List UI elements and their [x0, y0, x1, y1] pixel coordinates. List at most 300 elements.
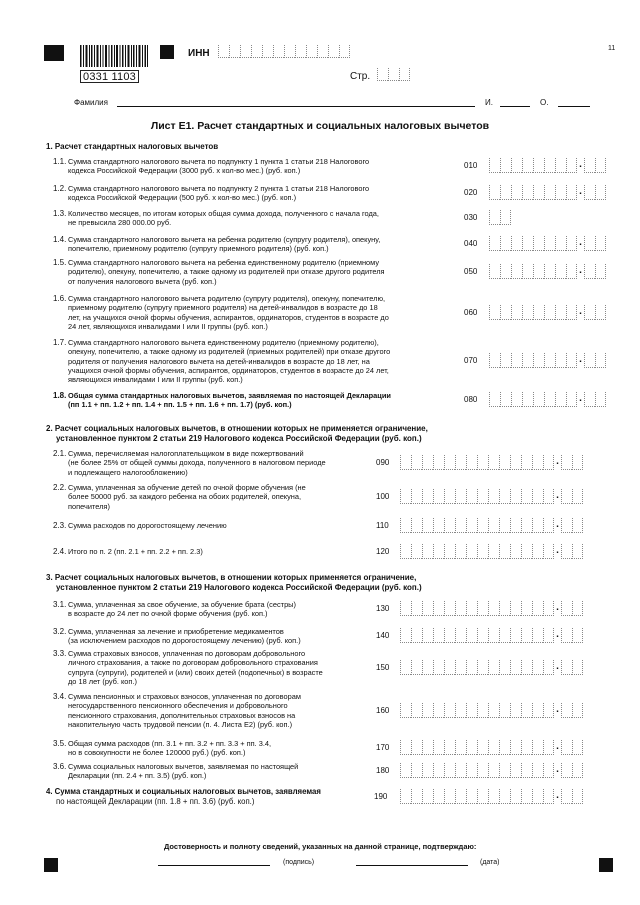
input-cell[interactable] [411, 740, 422, 755]
input-cell[interactable] [433, 763, 444, 778]
input-cell[interactable] [377, 68, 388, 81]
input-cell[interactable] [477, 660, 488, 675]
input-cell[interactable] [521, 544, 532, 559]
input-cell[interactable] [532, 789, 543, 804]
input-cell[interactable] [433, 518, 444, 533]
input-cell[interactable] [544, 264, 555, 279]
amount-field-060[interactable] [489, 305, 606, 320]
input-cell[interactable] [572, 789, 583, 804]
input-cell[interactable] [400, 518, 411, 533]
input-cell[interactable] [532, 518, 543, 533]
input-cell[interactable] [572, 628, 583, 643]
input-cell[interactable] [511, 185, 522, 200]
item-number: 2.2. [53, 483, 67, 492]
input-cell[interactable] [544, 392, 555, 407]
input-cell[interactable] [584, 305, 595, 320]
input-cell[interactable] [422, 455, 433, 470]
input-cell[interactable] [555, 392, 566, 407]
input-cell[interactable] [521, 763, 532, 778]
input-cell[interactable] [521, 660, 532, 675]
input-cell[interactable] [522, 305, 533, 320]
input-cell[interactable] [543, 628, 554, 643]
input-cell[interactable] [561, 740, 572, 755]
input-cell[interactable] [488, 628, 499, 643]
input-cell[interactable] [595, 353, 606, 368]
input-cell[interactable] [510, 660, 521, 675]
input-cell[interactable] [499, 740, 510, 755]
input-cell[interactable] [411, 660, 422, 675]
page-number-field[interactable] [377, 68, 410, 81]
input-cell[interactable] [422, 601, 433, 616]
input-cell[interactable] [317, 45, 328, 58]
input-cell[interactable] [533, 305, 544, 320]
input-cell[interactable] [595, 185, 606, 200]
input-cell[interactable] [499, 601, 510, 616]
input-cell[interactable] [477, 601, 488, 616]
input-cell[interactable] [328, 45, 339, 58]
item-description: но в совокупности не более 120000 руб.) (руб. коп.) [68, 748, 246, 758]
input-cell[interactable] [511, 236, 522, 251]
input-cell[interactable] [532, 489, 543, 504]
input-cell[interactable] [262, 45, 273, 58]
input-cell[interactable] [466, 703, 477, 718]
input-cell[interactable] [522, 392, 533, 407]
input-cell[interactable] [466, 544, 477, 559]
input-cell[interactable] [543, 763, 554, 778]
input-cell[interactable] [510, 703, 521, 718]
input-cell[interactable] [572, 518, 583, 533]
input-cell[interactable] [561, 518, 572, 533]
input-cell[interactable] [466, 601, 477, 616]
input-cell[interactable] [572, 601, 583, 616]
input-cell[interactable] [566, 264, 577, 279]
input-cell[interactable] [511, 353, 522, 368]
input-cell[interactable] [543, 518, 554, 533]
input-cell[interactable] [489, 353, 500, 368]
input-cell[interactable] [488, 601, 499, 616]
amount-field-160[interactable] [400, 703, 583, 718]
input-cell[interactable] [532, 703, 543, 718]
input-cell[interactable] [444, 455, 455, 470]
amount-field-020[interactable] [489, 185, 606, 200]
input-cell[interactable] [433, 455, 444, 470]
input-cell[interactable] [400, 703, 411, 718]
input-cell[interactable] [500, 392, 511, 407]
input-cell[interactable] [566, 392, 577, 407]
input-cell[interactable] [543, 455, 554, 470]
input-cell[interactable] [522, 158, 533, 173]
input-cell[interactable] [532, 740, 543, 755]
amount-field-040[interactable] [489, 236, 606, 251]
input-cell[interactable] [543, 740, 554, 755]
input-cell[interactable] [218, 45, 229, 58]
input-cell[interactable] [400, 660, 411, 675]
input-cell[interactable] [499, 489, 510, 504]
input-cell[interactable] [433, 628, 444, 643]
input-cell[interactable] [488, 518, 499, 533]
input-cell[interactable] [455, 455, 466, 470]
input-cell[interactable] [510, 740, 521, 755]
input-cell[interactable] [499, 455, 510, 470]
input-cell[interactable] [544, 236, 555, 251]
input-cell[interactable] [422, 789, 433, 804]
decimal-separator: . [579, 237, 582, 249]
input-cell[interactable] [433, 601, 444, 616]
input-cell[interactable] [422, 628, 433, 643]
input-cell[interactable] [499, 763, 510, 778]
input-cell[interactable] [488, 703, 499, 718]
input-cell[interactable] [521, 455, 532, 470]
input-cell[interactable] [400, 789, 411, 804]
input-cell[interactable] [500, 236, 511, 251]
input-cell[interactable] [511, 158, 522, 173]
input-cell[interactable] [499, 660, 510, 675]
input-cell[interactable] [521, 489, 532, 504]
input-cell[interactable] [477, 763, 488, 778]
input-cell[interactable] [544, 158, 555, 173]
input-cell[interactable] [240, 45, 251, 58]
input-cell[interactable] [499, 703, 510, 718]
input-cell[interactable] [533, 185, 544, 200]
amount-field-070[interactable] [489, 353, 606, 368]
input-cell[interactable] [543, 789, 554, 804]
input-cell[interactable] [561, 489, 572, 504]
input-cell[interactable] [400, 740, 411, 755]
amount-field-190[interactable] [400, 789, 583, 804]
input-cell[interactable] [433, 544, 444, 559]
input-cell[interactable] [489, 210, 500, 225]
input-cell[interactable] [433, 703, 444, 718]
input-cell[interactable] [422, 518, 433, 533]
input-cell[interactable] [433, 740, 444, 755]
input-cell[interactable] [543, 601, 554, 616]
input-cell[interactable] [572, 703, 583, 718]
surname-field[interactable] [117, 106, 475, 107]
input-cell[interactable] [388, 68, 399, 81]
input-cell[interactable] [466, 763, 477, 778]
input-cell[interactable] [455, 628, 466, 643]
input-cell[interactable] [521, 789, 532, 804]
input-cell[interactable] [555, 305, 566, 320]
input-cell[interactable] [251, 45, 262, 58]
input-cell[interactable] [533, 264, 544, 279]
initial-o-field[interactable] [558, 106, 590, 107]
date-field[interactable] [356, 865, 468, 866]
input-cell[interactable] [500, 305, 511, 320]
input-cell[interactable] [532, 601, 543, 616]
input-cell[interactable] [488, 660, 499, 675]
input-cell[interactable] [422, 544, 433, 559]
input-cell[interactable] [444, 628, 455, 643]
input-cell[interactable] [489, 236, 500, 251]
input-cell[interactable] [500, 353, 511, 368]
input-cell[interactable] [522, 185, 533, 200]
input-cell[interactable] [466, 518, 477, 533]
input-cell[interactable] [411, 789, 422, 804]
input-cell[interactable] [477, 489, 488, 504]
input-cell[interactable] [477, 628, 488, 643]
input-cell[interactable] [572, 660, 583, 675]
input-cell[interactable] [595, 264, 606, 279]
input-cell[interactable] [444, 518, 455, 533]
input-cell[interactable] [533, 236, 544, 251]
input-cell[interactable] [466, 489, 477, 504]
input-cell[interactable] [584, 392, 595, 407]
input-cell[interactable] [284, 45, 295, 58]
input-cell[interactable] [499, 544, 510, 559]
input-cell[interactable] [295, 45, 306, 58]
input-cell[interactable] [306, 45, 317, 58]
input-cell[interactable] [466, 628, 477, 643]
input-cell[interactable] [555, 264, 566, 279]
input-cell[interactable] [489, 305, 500, 320]
initial-i-field[interactable] [500, 106, 530, 107]
input-cell[interactable] [510, 518, 521, 533]
input-cell[interactable] [510, 544, 521, 559]
inn-field[interactable] [218, 45, 350, 58]
input-cell[interactable] [555, 236, 566, 251]
input-cell[interactable] [500, 158, 511, 173]
input-cell[interactable] [533, 392, 544, 407]
amount-field-090[interactable] [400, 455, 583, 470]
input-cell[interactable] [533, 158, 544, 173]
amount-field-080[interactable] [489, 392, 606, 407]
input-cell[interactable] [400, 763, 411, 778]
amount-field-140[interactable] [400, 628, 583, 643]
input-cell[interactable] [500, 210, 511, 225]
amount-field-010[interactable] [489, 158, 606, 173]
input-cell[interactable] [444, 789, 455, 804]
decimal-separator: . [556, 660, 559, 672]
input-cell[interactable] [533, 353, 544, 368]
input-cell[interactable] [411, 489, 422, 504]
amount-field-050[interactable] [489, 264, 606, 279]
input-cell[interactable] [411, 763, 422, 778]
input-cell[interactable] [544, 305, 555, 320]
input-cell[interactable] [572, 740, 583, 755]
input-cell[interactable] [566, 185, 577, 200]
input-cell[interactable] [411, 703, 422, 718]
amount-field-120[interactable] [400, 544, 583, 559]
input-cell[interactable] [411, 518, 422, 533]
amount-field-100[interactable] [400, 489, 583, 504]
input-cell[interactable] [510, 601, 521, 616]
input-cell[interactable] [488, 455, 499, 470]
input-cell[interactable] [273, 45, 284, 58]
input-cell[interactable] [510, 455, 521, 470]
input-cell[interactable] [584, 185, 595, 200]
amount-field-170[interactable] [400, 740, 583, 755]
input-cell[interactable] [522, 264, 533, 279]
input-cell[interactable] [584, 353, 595, 368]
input-cell[interactable] [561, 763, 572, 778]
input-cell[interactable] [521, 628, 532, 643]
input-cell[interactable] [566, 236, 577, 251]
input-cell[interactable] [422, 763, 433, 778]
certification-statement: Достоверность и полноту сведений, указанных на данной странице, подтверждаю: [164, 842, 477, 851]
input-cell[interactable] [466, 455, 477, 470]
input-cell[interactable] [511, 305, 522, 320]
input-cell[interactable] [544, 185, 555, 200]
amount-field-030[interactable] [489, 210, 511, 225]
input-cell[interactable] [522, 236, 533, 251]
input-cell[interactable] [572, 455, 583, 470]
input-cell[interactable] [521, 518, 532, 533]
input-cell[interactable] [477, 518, 488, 533]
input-cell[interactable] [433, 489, 444, 504]
input-cell[interactable] [455, 763, 466, 778]
input-cell[interactable] [521, 740, 532, 755]
input-cell[interactable] [511, 392, 522, 407]
input-cell[interactable] [399, 68, 410, 81]
input-cell[interactable] [544, 353, 555, 368]
input-cell[interactable] [584, 158, 595, 173]
input-cell[interactable] [522, 353, 533, 368]
input-cell[interactable] [455, 544, 466, 559]
input-cell[interactable] [521, 703, 532, 718]
input-cell[interactable] [477, 703, 488, 718]
decimal-separator: . [556, 764, 559, 776]
input-cell[interactable] [488, 789, 499, 804]
input-cell[interactable] [595, 158, 606, 173]
input-cell[interactable] [455, 660, 466, 675]
input-cell[interactable] [584, 236, 595, 251]
input-cell[interactable] [444, 660, 455, 675]
input-cell[interactable] [455, 789, 466, 804]
item-number: 1.8. [53, 391, 67, 400]
input-cell[interactable] [400, 544, 411, 559]
input-cell[interactable] [488, 763, 499, 778]
input-cell[interactable] [444, 489, 455, 504]
input-cell[interactable] [455, 489, 466, 504]
input-cell[interactable] [444, 740, 455, 755]
input-cell[interactable] [422, 660, 433, 675]
input-cell[interactable] [444, 544, 455, 559]
input-cell[interactable] [500, 185, 511, 200]
input-cell[interactable] [561, 703, 572, 718]
input-cell[interactable] [488, 544, 499, 559]
input-cell[interactable] [595, 236, 606, 251]
input-cell[interactable] [510, 628, 521, 643]
input-cell[interactable] [566, 305, 577, 320]
input-cell[interactable] [561, 628, 572, 643]
input-cell[interactable] [499, 518, 510, 533]
amount-field-180[interactable] [400, 763, 583, 778]
input-cell[interactable] [532, 763, 543, 778]
input-cell[interactable] [595, 392, 606, 407]
input-cell[interactable] [561, 789, 572, 804]
input-cell[interactable] [555, 185, 566, 200]
input-cell[interactable] [477, 789, 488, 804]
amount-field-110[interactable] [400, 518, 583, 533]
input-cell[interactable] [510, 763, 521, 778]
input-cell[interactable] [422, 703, 433, 718]
input-cell[interactable] [500, 264, 511, 279]
input-cell[interactable] [561, 455, 572, 470]
input-cell[interactable] [510, 789, 521, 804]
input-cell[interactable] [566, 353, 577, 368]
input-cell[interactable] [411, 544, 422, 559]
input-cell[interactable] [595, 305, 606, 320]
input-cell[interactable] [584, 264, 595, 279]
input-cell[interactable] [400, 628, 411, 643]
input-cell[interactable] [444, 703, 455, 718]
input-cell[interactable] [543, 489, 554, 504]
input-cell[interactable] [543, 703, 554, 718]
input-cell[interactable] [433, 789, 444, 804]
input-cell[interactable] [561, 544, 572, 559]
input-cell[interactable] [489, 185, 500, 200]
input-cell[interactable] [543, 544, 554, 559]
input-cell[interactable] [488, 489, 499, 504]
input-cell[interactable] [532, 544, 543, 559]
input-cell[interactable] [433, 660, 444, 675]
input-cell[interactable] [555, 158, 566, 173]
input-cell[interactable] [561, 601, 572, 616]
input-cell[interactable] [572, 763, 583, 778]
input-cell[interactable] [411, 628, 422, 643]
input-cell[interactable] [400, 601, 411, 616]
input-cell[interactable] [499, 628, 510, 643]
input-cell[interactable] [466, 660, 477, 675]
amount-field-130[interactable] [400, 601, 583, 616]
input-cell[interactable] [555, 353, 566, 368]
input-cell[interactable] [455, 518, 466, 533]
input-cell[interactable] [455, 601, 466, 616]
input-cell[interactable] [499, 789, 510, 804]
item-description: (не более 25% от общей суммы дохода, полученного в налоговом периоде [68, 458, 326, 468]
input-cell[interactable] [455, 740, 466, 755]
input-cell[interactable] [543, 660, 554, 675]
input-cell[interactable] [510, 489, 521, 504]
input-cell[interactable] [489, 392, 500, 407]
input-cell[interactable] [455, 703, 466, 718]
input-cell[interactable] [477, 740, 488, 755]
input-cell[interactable] [466, 740, 477, 755]
input-cell[interactable] [422, 740, 433, 755]
input-cell[interactable] [561, 660, 572, 675]
input-cell[interactable] [339, 45, 350, 58]
input-cell[interactable] [572, 489, 583, 504]
input-cell[interactable] [521, 601, 532, 616]
input-cell[interactable] [477, 544, 488, 559]
input-cell[interactable] [566, 158, 577, 173]
input-cell[interactable] [532, 628, 543, 643]
input-cell[interactable] [444, 601, 455, 616]
amount-field-150[interactable] [400, 660, 583, 675]
input-cell[interactable] [532, 660, 543, 675]
signature-field[interactable] [158, 865, 270, 866]
input-cell[interactable] [411, 455, 422, 470]
item-description: Сумма, уплаченная за обучение детей по очной форме обучения (не [68, 483, 306, 492]
input-cell[interactable] [422, 489, 433, 504]
signature-label: (подпись) [283, 859, 315, 866]
input-cell[interactable] [489, 158, 500, 173]
input-cell[interactable] [400, 455, 411, 470]
input-cell[interactable] [532, 455, 543, 470]
input-cell[interactable] [572, 544, 583, 559]
input-cell[interactable] [488, 740, 499, 755]
input-cell[interactable] [444, 763, 455, 778]
sheet-number: 11 [608, 45, 616, 52]
input-cell[interactable] [489, 264, 500, 279]
input-cell[interactable] [411, 601, 422, 616]
input-cell[interactable] [511, 264, 522, 279]
input-cell[interactable] [466, 789, 477, 804]
input-cell[interactable] [477, 455, 488, 470]
input-cell[interactable] [229, 45, 240, 58]
input-cell[interactable] [400, 489, 411, 504]
